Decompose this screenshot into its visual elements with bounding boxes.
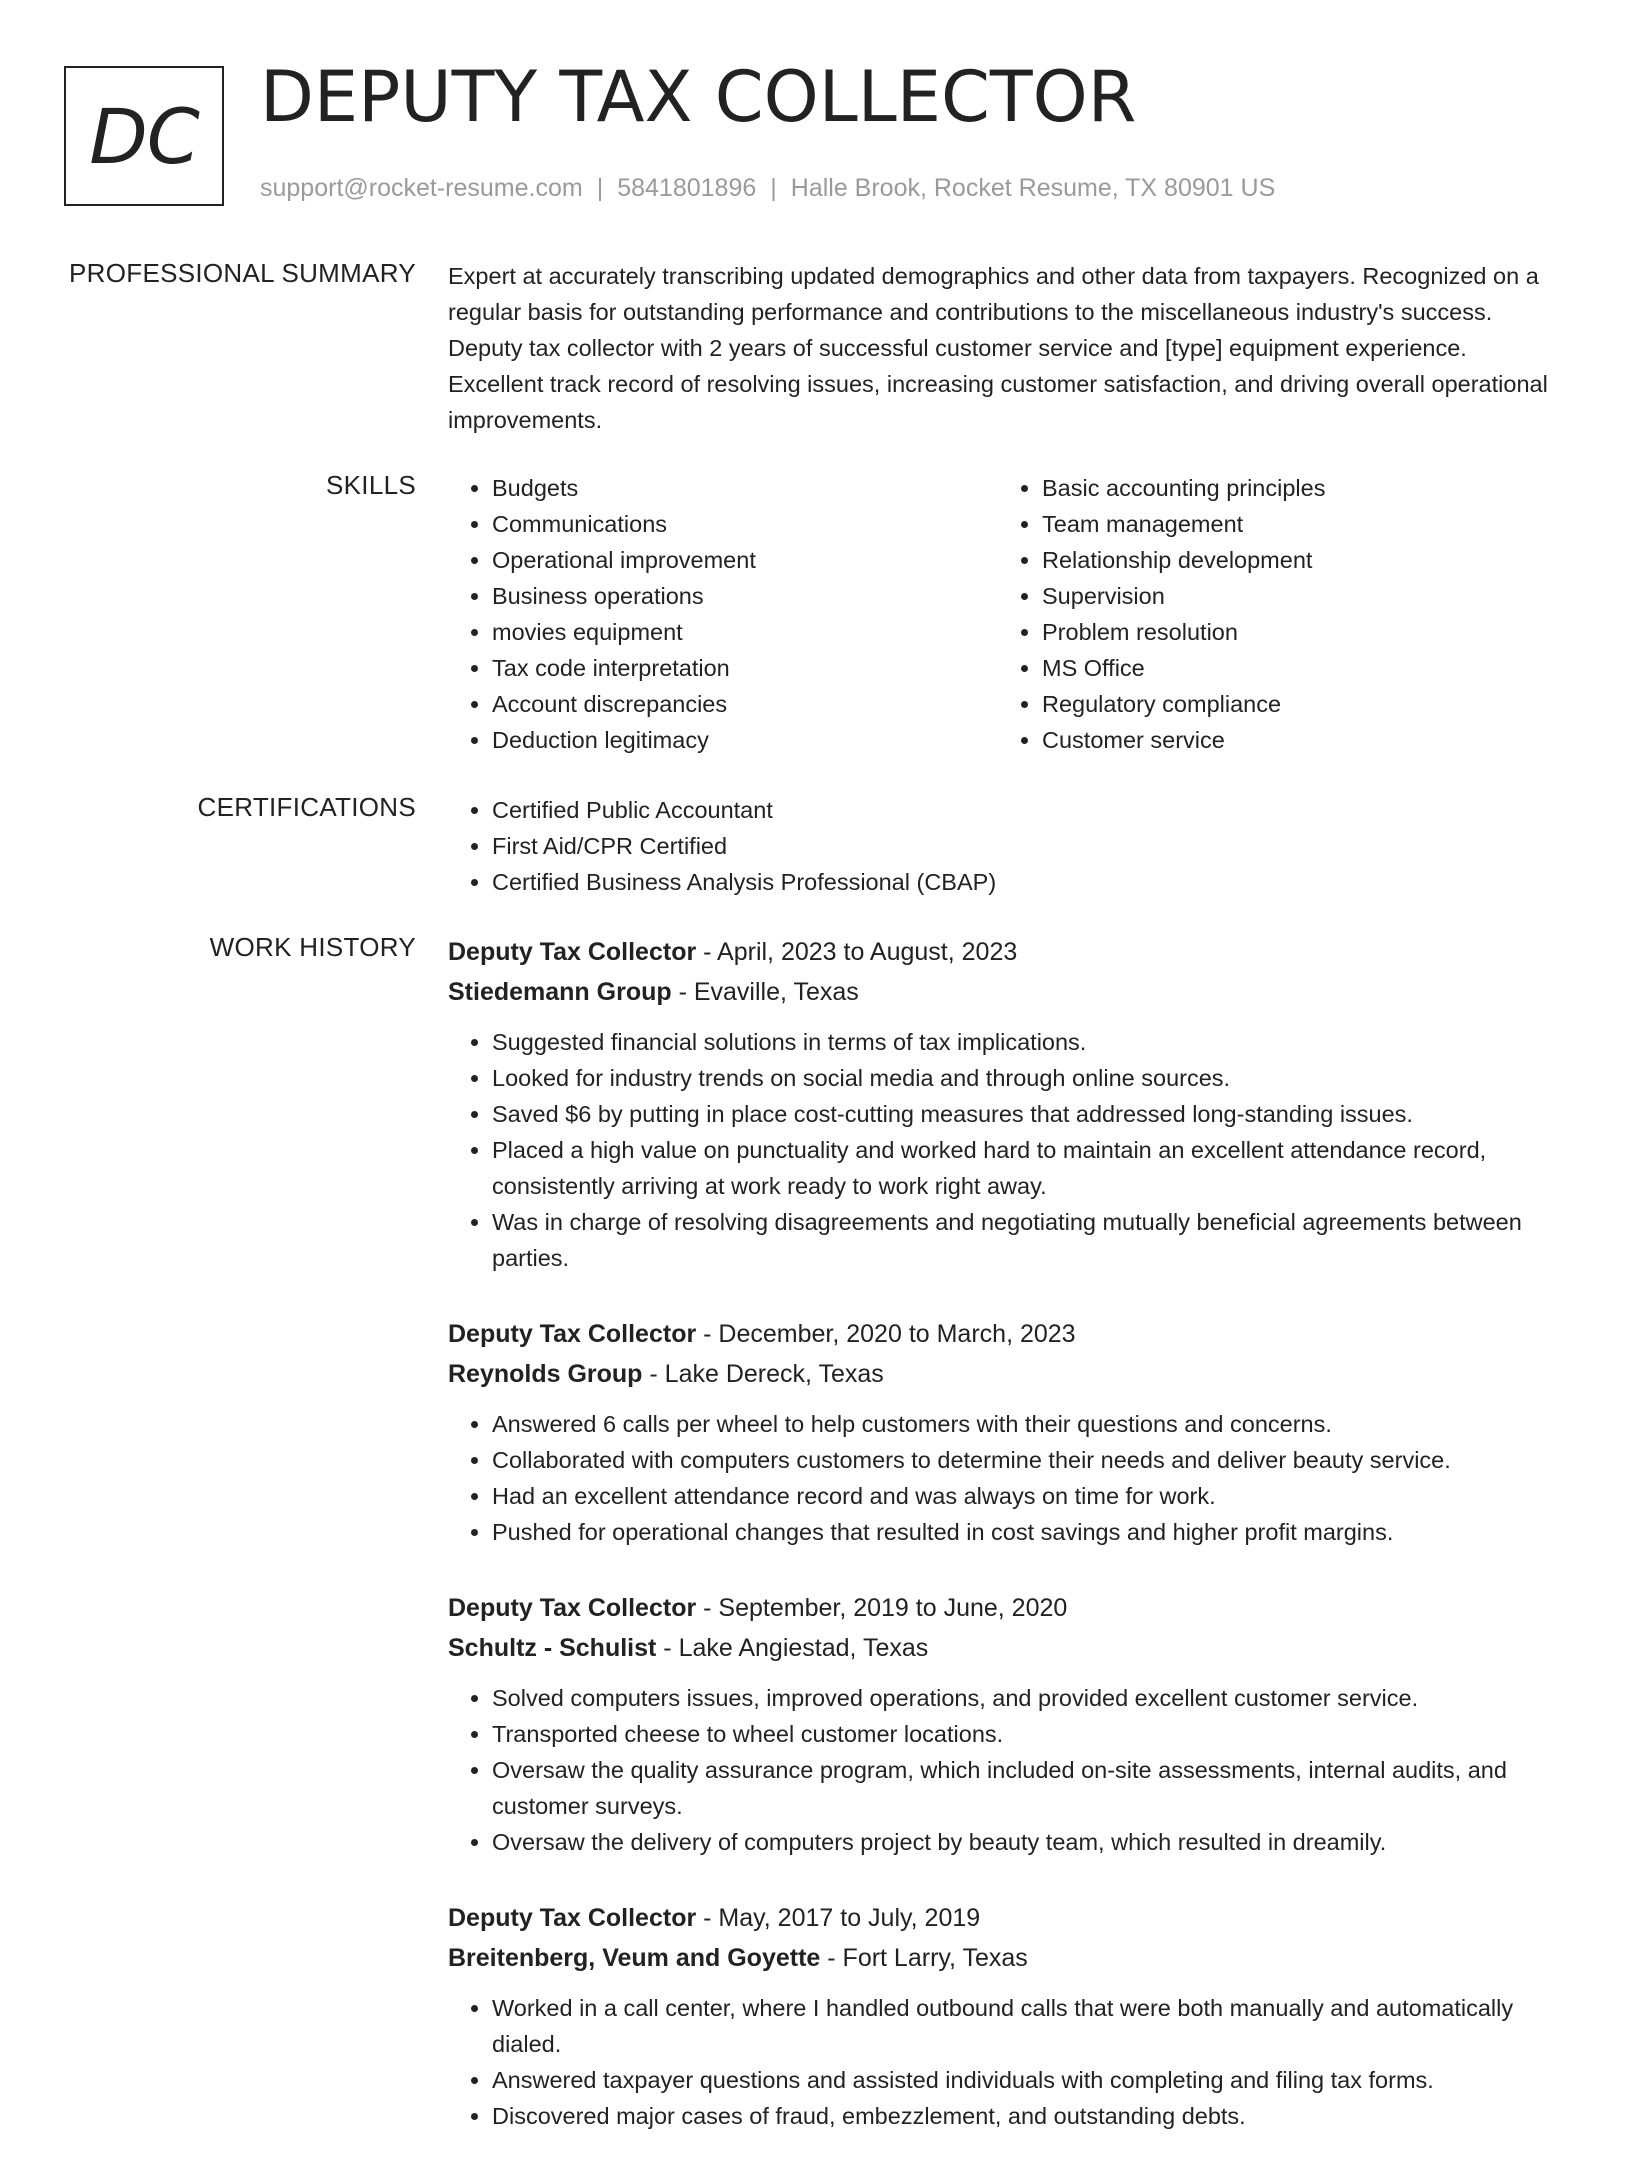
job-location: - Fort Larry, Texas (820, 1944, 1028, 1972)
job-role: Deputy Tax Collector (448, 1594, 697, 1622)
skill-item: • Operational improvement (492, 542, 988, 578)
page-title: DEPUTY TAX COLLECTOR (260, 56, 1137, 138)
job-location: - Evaville, Texas (671, 978, 859, 1006)
job-entry (448, 1314, 1562, 1550)
job-duty-item: • Oversaw the delivery of computers project by beauty team, which resulted in dreamily. (492, 1824, 1562, 1860)
job-duty-item: • Answered 6 calls per wheel to help customers with their questions and concerns. (492, 1406, 1562, 1442)
certifications-heading: CERTIFICATIONS (197, 792, 416, 822)
job-title-line (448, 1314, 1562, 1354)
monogram-logo: DC (64, 66, 224, 206)
job-dates: - April, 2023 to August, 2023 (696, 938, 1018, 966)
skill-item: • Regulatory compliance (1042, 686, 1538, 722)
job-role: Deputy Tax Collector (448, 1320, 697, 1348)
skill-item: • Problem resolution (1042, 614, 1538, 650)
job-duty-item: • Saved $6 by putting in place cost-cutting measures that addressed long-standing issues. (492, 1096, 1562, 1132)
job-dates: - December, 2020 to March, 2023 (696, 1320, 1076, 1348)
skill-item: • Tax code interpretation (492, 650, 988, 686)
job-duty-item: • Worked in a call center, where I handled outbound calls that were both manually and automatically dialed. (492, 1990, 1562, 2062)
certification-item: • Certified Public Accountant (492, 792, 1562, 828)
job-company: Reynolds Group (448, 1360, 643, 1388)
skill-item: • Communications (492, 506, 988, 542)
job-company: Breitenberg, Veum and Goyette (448, 1944, 821, 1972)
job-duty-item: • Collaborated with computers customers to determine their needs and deliver beauty service. (492, 1442, 1562, 1478)
skill-item: • movies equipment (492, 614, 988, 650)
skill-item: • Team management (1042, 506, 1538, 542)
job-duties-list (448, 1990, 1562, 2134)
job-duties-list (448, 1024, 1562, 1276)
skill-item: • Customer service (1042, 722, 1538, 758)
contact-phone[interactable]: 5841801896 (617, 174, 757, 202)
skill-item: • Account discrepancies (492, 686, 988, 722)
skill-item: • MS Office (1042, 650, 1538, 686)
job-location: - Lake Dereck, Texas (642, 1360, 884, 1388)
job-company-line (448, 1354, 1562, 1394)
work-history-heading: WORK HISTORY (209, 932, 416, 962)
job-duty-item: • Was in charge of resolving disagreements and negotiating mutually beneficial agreements between parties. (492, 1204, 1562, 1276)
job-company: Schultz - Schulist (448, 1634, 657, 1662)
skills-column-right (998, 470, 1538, 758)
skill-item: • Supervision (1042, 578, 1538, 614)
job-role: Deputy Tax Collector (448, 1904, 697, 1932)
job-entry (448, 1588, 1562, 1860)
job-role: Deputy Tax Collector (448, 938, 697, 966)
job-title-line (448, 932, 1562, 972)
job-company-line (448, 972, 1562, 1012)
job-dates: - September, 2019 to June, 2020 (696, 1594, 1068, 1622)
job-duty-item: • Solved computers issues, improved operations, and provided excellent customer service. (492, 1680, 1562, 1716)
contact-separator: | (770, 174, 777, 202)
job-duties-list (448, 1680, 1562, 1860)
skill-item: • Budgets (492, 470, 988, 506)
skill-item: • Business operations (492, 578, 988, 614)
job-entry (448, 1898, 1562, 2134)
job-dates: - May, 2017 to July, 2019 (696, 1904, 981, 1932)
job-company-line (448, 1938, 1562, 1978)
contact-separator: | (596, 174, 604, 202)
skill-item: • Basic accounting principles (1042, 470, 1538, 506)
job-entry (448, 932, 1562, 1276)
job-location: - Lake Angiestad, Texas (656, 1634, 929, 1662)
summary-heading: PROFESSIONAL SUMMARY (69, 258, 416, 288)
job-duty-item: • Placed a high value on punctuality and worked hard to maintain an excellent attendance record, consistently arriving at work ready to work right away. (492, 1132, 1562, 1204)
job-duty-item: • Looked for industry trends on social media and through online sources. (492, 1060, 1562, 1096)
job-duty-item: • Transported cheese to wheel customer locations. (492, 1716, 1562, 1752)
contact-email[interactable]: support@rocket-resume.com (260, 174, 583, 202)
summary-text: Expert at accurately transcribing updated demographics and other data from taxpayers. Recognized on a regular basis for outstanding performance and contributions to the miscellaneous industry's success. Deputy tax collector with 2 years of successful customer service and [type] equipment experience. Excellent track record of resolving issues, increasing customer satisfaction, and driving overall operational improvements. (448, 263, 1548, 433)
job-company-line (448, 1628, 1562, 1668)
contact-line (260, 174, 1275, 203)
job-duty-item: • Oversaw the quality assurance program, which included on-site assessments, internal audits, and customer surveys. (492, 1752, 1562, 1824)
job-title-line (448, 1898, 1562, 1938)
job-duty-item: • Answered taxpayer questions and assisted individuals with completing and filing tax forms. (492, 2062, 1562, 2098)
job-company: Stiedemann Group (448, 978, 672, 1006)
contact-address: Halle Brook, Rocket Resume, TX 80901 US (790, 174, 1276, 202)
job-duty-item: • Had an excellent attendance record and was always on time for work. (492, 1478, 1562, 1514)
skills-heading: SKILLS (326, 470, 416, 500)
job-duty-item: • Pushed for operational changes that resulted in cost savings and higher profit margins. (492, 1514, 1562, 1550)
skill-item: • Deduction legitimacy (492, 722, 988, 758)
job-duty-item: • Discovered major cases of fraud, embezzlement, and outstanding debts. (492, 2098, 1562, 2134)
skills-column-left (448, 470, 988, 758)
job-title-line (448, 1588, 1562, 1628)
skill-item: • Relationship development (1042, 542, 1538, 578)
job-duties-list (448, 1406, 1562, 1550)
certification-item: • First Aid/CPR Certified (492, 828, 1562, 864)
certification-item: • Certified Business Analysis Professional (CBAP) (492, 864, 1562, 900)
job-duty-item: • Suggested financial solutions in terms of tax implications. (492, 1024, 1562, 1060)
